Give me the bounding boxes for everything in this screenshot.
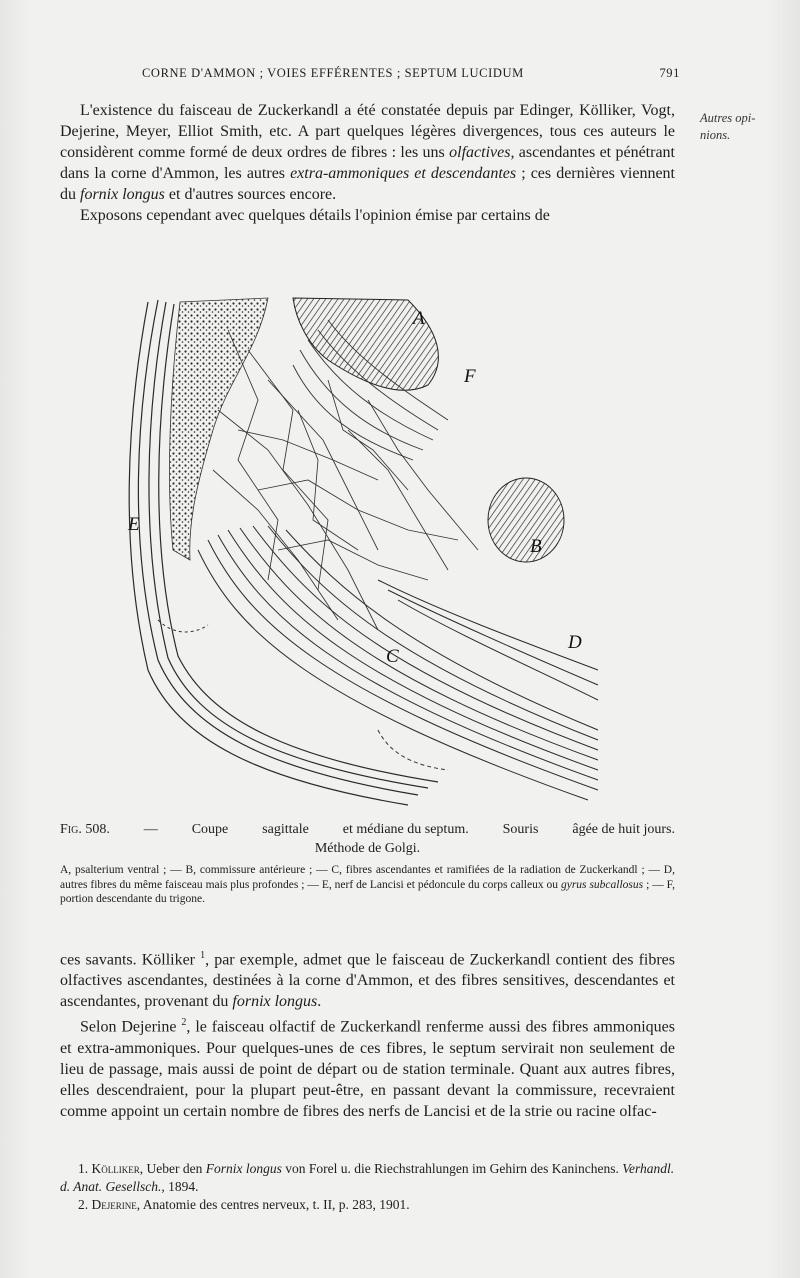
footnote-1-text-2: von Forel u. die Riechstrahlungen im Gehirn des Kaninchens. [281,1161,623,1176]
figure-label-e: E [128,514,140,535]
margin-note-line2: nions. [700,128,731,142]
para1-italic-1: olfactives, [449,144,515,161]
paragraph-2: Exposons cependant avec quelques détails l'opinion émise par certains de [80,207,550,224]
para1-text-2: ascendantes et pénétrant dans la corne d'Ammon, les autres [60,144,675,182]
stippled-cortex [169,298,268,560]
caption-word-4: Souris [502,822,539,837]
radiating-fibers-network [213,330,478,630]
footnote-1-text-1: Ueber den [143,1161,206,1176]
figure-number: Fig. 508. [60,822,110,837]
footnote-2-text-1: Anatomie des centres nerveux, t. II, p. 283, 1901. [140,1197,410,1212]
paragraph-3 [60,945,675,1012]
para1-text-3: ; ces dernières viennent du [60,165,675,203]
footnote-2-author: Dejerine, [91,1197,141,1212]
footnote-1-italic-1: Fornix longus [205,1161,282,1176]
caption-word-2: sagittale [262,822,309,837]
legend-text-1: A, psalterium ventral ; — B, commissure antérieure ; — C, fibres ascendantes et ramifiées de la radiation de Zuckerkandl ; — D, autres fibres du même faisceau mais plus profondes ; — E, nerf de Lancisi et pédoncule du corps calleux ou [60,864,675,891]
caption-line-2: Méthode de Golgi. [314,841,421,856]
footnote-1-number: 1. [78,1161,89,1176]
figure-label-b: B [530,536,542,557]
paragraph-4 [60,1012,675,1121]
footnote-2 [60,1196,675,1214]
figure-label-f: F [464,366,476,387]
figure-label-a: A [413,308,425,329]
golgi-section-illustration [118,290,600,810]
para3-text-1: ces savants. Kölliker [60,951,196,969]
caption-word-1: Coupe [191,822,229,837]
para3-text-2: , par exemple, admet que le faisceau de Zuckerkandl contient des fibres olfactives ascendantes, destinées à la corne d'Ammon, et des fibres sensitives, descendantes et ascendantes, provenant du [60,951,676,1011]
text-block-top [60,100,675,226]
para1-italic-3: fornix longus [80,186,165,203]
footnote-ref-2: 2 [181,1017,187,1029]
figure-legend [60,863,675,907]
para3-italic: fornix longus [232,993,318,1011]
dashed-curve [378,730,448,770]
margin-note [700,110,800,144]
figure-caption [60,820,675,858]
figure-508 [118,290,600,810]
legend-text-2: ; — F, portion descendante du trigone. [60,878,675,905]
figure-label-c: C [386,646,399,667]
footnote-ref-1: 1 [200,950,206,961]
figure-label-d: D [568,632,582,653]
caption-dash: — [143,822,158,837]
footnote-2-number: 2. [78,1197,89,1212]
page-number: 791 [659,66,680,80]
caption-word-5: âgée de huit jours. [572,822,675,837]
para1-italic-2: extra-ammoniques et descendantes [290,165,517,182]
para4-text-2: , le faisceau olfactif de Zuckerkandl renferme aussi des fibres ammoniques et extra-ammoniques. Pour quelques-unes de ces fibres, le septum servirait non seulement de lieu de passage, mais aussi de point de départ ou de station terminale. Quant aux autres fibres, elles descendraient, pour la plupart peut-être, en passant devant la commissure, recevraient comme appoint un certain nombre de fibres des nerfs de Lancisi et de la strie ou racine olfac- [60,1018,676,1120]
caption-word-3: et médiane du septum. [342,822,469,837]
legend-italic: gyrus subcallosus [560,878,644,891]
para4-text-1: Selon Dejerine [80,1018,177,1036]
caption-line-1 [60,820,675,839]
para3-text-3: . [317,993,322,1011]
footnote-1-text-3: , 1894. [161,1179,199,1194]
footnote-1-italic-2: Verhandl. d. Anat. Gesellsch. [60,1161,675,1194]
dashed-curve-left [158,620,208,632]
footnote-1 [60,1160,675,1196]
anterior-commissure [488,478,564,562]
running-title: CORNE D'AMMON ; VOIES EFFÉRENTES ; SEPTUM LUCIDUM [142,66,524,80]
text-block-bottom [60,945,675,1122]
margin-note-line1: Autres opi- [700,111,756,125]
footnotes [60,1160,675,1214]
para1-text-4: et d'autres sources encore. [164,186,337,203]
paragraph-1 [60,100,675,205]
footnote-1-author: Kölliker, [91,1161,144,1176]
para1-text-1: L'existence du faisceau de Zuckerkandl a été constatée depuis par Edinger, Kölliker, Vogt, Dejerine, Meyer, Elliot Smith, etc. A part quelques légères divergences, tous ces auteurs le considèrent comme formé de deux ordres de fibres : les uns [60,102,675,161]
